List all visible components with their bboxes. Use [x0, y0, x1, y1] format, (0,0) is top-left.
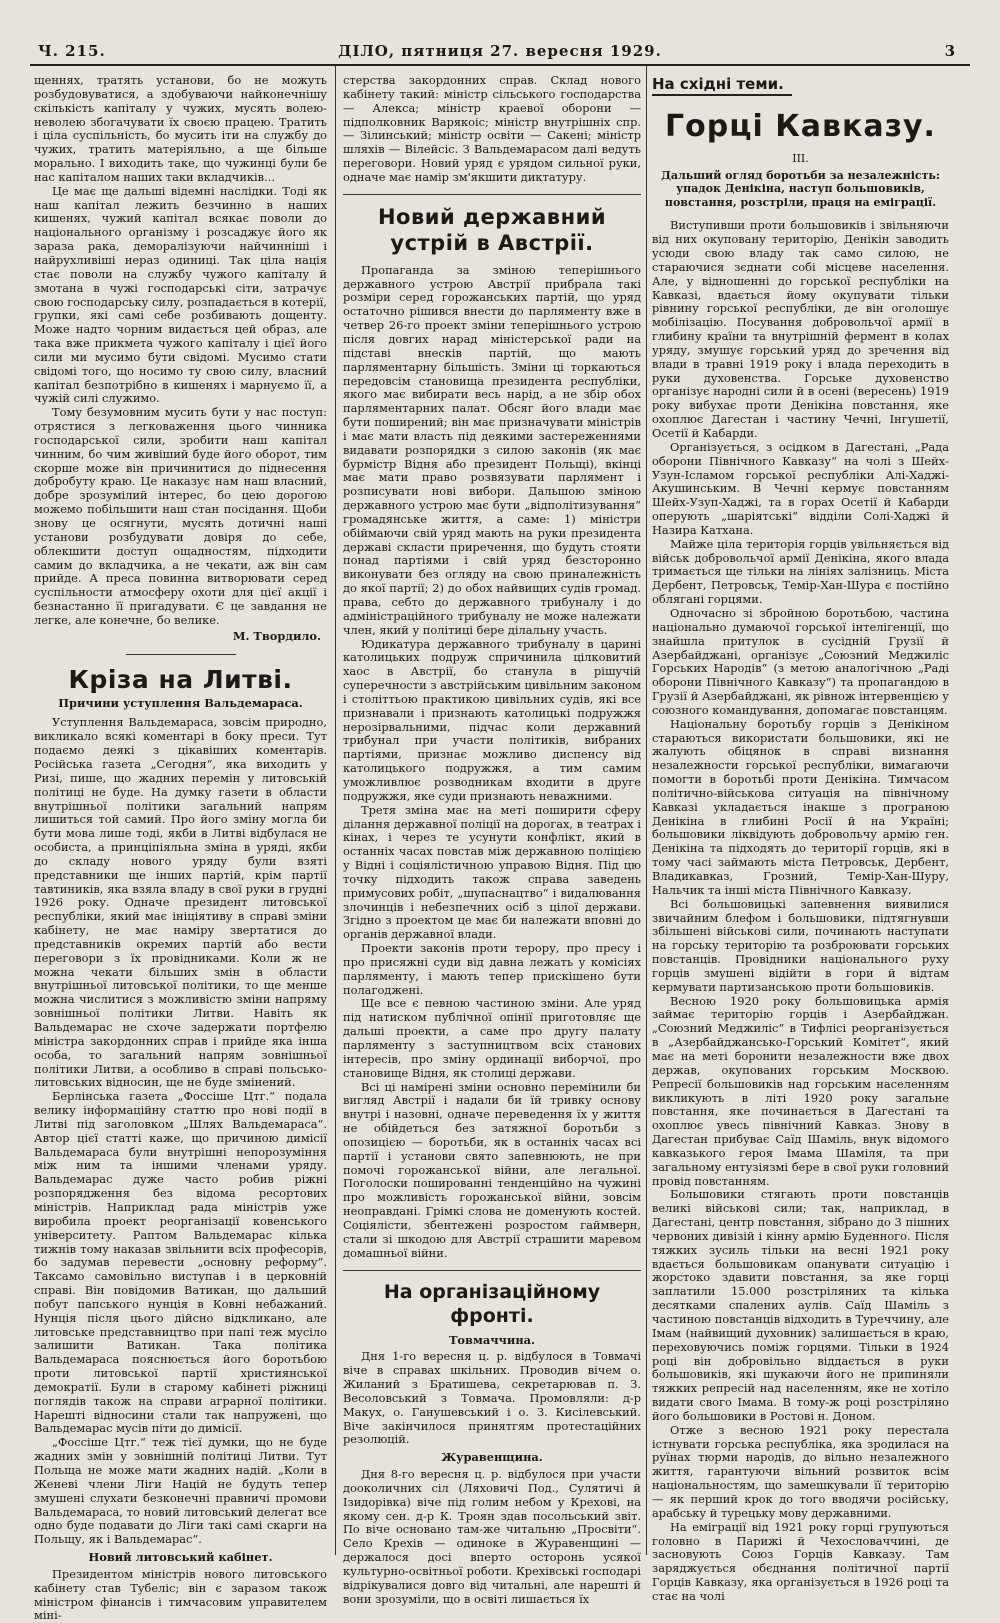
article-paragraph: Пропаганда за зміною теперішнього державного устрою Австрії прибрала такі розміри серед горожанських партій, що уряд остаточно рішився внести до парляменту вже в четвер 26-го проект зміни теперішнього устрою після довгих нарад міністерської ради на підставі внесків партій, що мають парляментарну більшість. Зміни ці торкаються передовсім становища президента республіки, якого має вибирати весь нарід, а не збір обох парляментарних палат. Обсяг його влади має бути поширений; він має призначувати міністрів і має мати власть під деякими застереженнями видавати розпорядки з силою законів (як має бурмістр Відня або президент Польщі), вкінці має мати право розвязувати парлямент і розписувати нові вибори. Дальшою зміною державного устрою має бути „відполітизування“ громадянське життя, а саме: 1) міністри обіймаючи свій уряд мають на руки президента державі скласти приречення, що будуть стояти понад партіями і свій уряд безсторонно виконувати без огляду на свою приналежність до якої партії; 2) до обох найвищих судів громад. права, себто до державного трибуналу і до адміністраційного трибуналу не може належати член, який у політиці бере ділальну участь. [343, 262, 641, 637]
article-paragraph: Всі ці намірені зміни основно перемінили би вигляд Австрії і надали би їй тривку основу внутрі і назовні, одначе переведення їх у життя не обійдеться без затяжної боротьби з опозицією — боротьби, як в останніх часах всі партії і установи свято запевнюють, не при помочі горожанської війни, але легальної. Поголоски пошированні тенденційно на чужині про можливість горожанської війни, зовсім неоправдані. Грімкі слова не доменують костей. Соціялісти, збентежені розростом гаймверн, стали зі шкодою для Австрії страшити маревом домашньої війни. [343, 1079, 641, 1260]
column-divider [335, 66, 336, 1555]
article-paragraph: Це має ще дальші відемні наслідки. Тоді як наш капітал лежить безчинно в наших кишенях, чужий капітал всякає поволи до національного організму і розсаджує його як зараза рака, деморалізуючи найчинніші і найрухливіші нераз одиниці. Так ціла нація стає поволи на службу чужого капіталу й змотана в чужі господарські сіти, затрачує свою господарську силу, розпадається в котерії, групки, які самі себе розбивають дощенту. Може надто чорним видається цей образ, але така вже прикмета чужого капіталу і цієї його сили ми мусимо бути свідомі. Мусимо стати свідомі того, що носимо ту свою силу, власний капітал безпотрібно в кишенях і марнуємо її, а чужій силі служимо. [34, 183, 327, 406]
article-headline: Кріза на Литві. [68, 664, 293, 694]
masthead-date: ДІЛО, пятниця 27. вересня 1929. [338, 42, 662, 60]
section-subheading: Новий литовський кабінет. [88, 1550, 273, 1565]
column-right [652, 74, 949, 1603]
article-paragraph: Організується, з осідком в Дагестані, „Рада оборони Північного Кавказу“ на чолі з Шейх-Узун-Ісламом горської республіки Алі-Хаджі-Акушинським. В Чечні кермує повстанням Шейх-Узуп-Хаджі, та в горах Осетії й Кабарди оперують „шаріятські“ відділи Солі-Хаджі й Назира Катхана. [652, 439, 949, 537]
header-rule [30, 64, 970, 66]
article-paragraph: Одночасно зі збройною боротьбою, частина національно думаючої горської інтелігенції, що знайшла притулок в сусідній Грузії й Азербайджані, організує „Союзний Меджиліс Горських Народів“ (з метою аналогічною „Раді оборони Північного Кавказу“) та пропагандою в Грузії й Азербайджані, як рівнож інтервенцією у союзного командування, допомагає повстанцям. [652, 605, 949, 717]
article-paragraph: Весною 1920 року большовицька армія займає територію горців і Азербайджан. „Союзний Меджиліс“ в Тифлісі реорганізується в „Азербайджансько-Горський Комітет“, який має на меті боронити незалежности вже двох держав, окупованих горським Москвою. Репресії большовиків над горським населенням викликують в літі 1920 року загальне повстання, яке починається в Дагестані та охоплює увесь північний Кавказ. Знову в Дагестан прибуває Саїд Шаміль, внук відомого кавказького героя Імама Шаміля, та при загальному ентузіязмі бере в свої руки головний провід повстанням. [652, 993, 949, 1188]
column-divider [646, 66, 647, 1555]
article-paragraph: Третя зміна має на меті поширити сферу ділання державної поліції на дорогах, в театрах і кінах, і через те усунути конфлікт, який в останніх часах повстав між державною поліцією у Відні і соціялістичною управою Відня. Під цю точку підходить також справа заведень примусових робіт, „шупаснацтво“ і видалювання злочинців і небезпечних осіб з цілої держави. Згідно з проектом це має би належати вповні до органів державної влади. [343, 802, 641, 942]
part-number: III. [792, 152, 809, 165]
article-paragraph: Берлінська газета „Фоссіше Цтг.“ подала велику інформаційну статтю про нові події в Литві під заголовком „Шлях Вальдемараса“. Автор цієї статті каже, що причиною димісії Вальдемараса були внутрішні непорозуміння між ним та іншими членами уряду. Вальдемарас дуже часто робив ріжні розпорядження без відома ресортових міністрів. Наприклад рада міністрів уже виробила проект реорганізації ковенського університету. Раптом Вальдемарас кілька тижнів тому наказав звільнити всіх професорів, бо задумав перевести „основну реформу“. Таксамо самовільно виступав і в церковній справі. Він повідомив Ватикан, що дальший побут папського нунція в Ковні небажаний. Нунція після цього дійсно відкликано, але литовське представництво при папі теж мусіло залишити Ватикан. Така політика Вальдемараса пояснюється його боротьбою проти литовської партії християнської демократії. Були в старому кабінеті ріжниці поглядів також на справи аграрної політики. Нарешті відносини стали так напружені, що Вальдемарас мусів піти до димісії. [34, 1089, 327, 1436]
article-separator [126, 654, 236, 655]
article-paragraph: Большовики стягають проти повстанців великі військові сили; так, наприклад, в Дагестані, центр повстання, зібрано до 3 пішних червоних дивізій і кінну армію Буденного. Після тяжких зусиль тільки на весні 1921 року вдається большовикам опанувати ситуацію і жорстоко здавити повстання, за яке горці заплатили 15.000 розстріляних та кілька десятками спалених аулів. Саїд Шаміль з частиною повстанців відходить в Туреччину, але Імам (найвищий духовник) залишається в краю, переховуючись поміж горцями. Тільки в 1924 році він добровільно віддається в руки большовиків, які шукаючи його не припиняли тяжких репресій над населенням, яке не хотіло видати свого Імама. В тому-ж році розстріляно його большовики в Ростові н. Доном. [652, 1187, 949, 1423]
article-separator [343, 1270, 641, 1271]
article-paragraph: Майже ціла територія горців увільняється від військ добровольчої армії Денікіна, якого влада тримається ще тільки на лініях залізниць. Міста Дербент, Петровськ, Темір-Хан-Шура є постійно облягані горцями. [652, 536, 949, 607]
column-middle [343, 73, 641, 1606]
article-paragraph: „Фоссіше Цтг.“ теж тієї думки, що не буде жадних змін у зовнішній політиці Литви. Тут Польща не може мати жадних надій. „Коли в Женеві члени Ліги Націй не будуть тепер змушені слухати безконечні правничі промови Вальдемараса, то новий литовський делегат все одно буде подавати до Ліги такі самі скарги на Польщу, як і Вальдемарас“. [34, 1435, 327, 1547]
section-subheading: Журавенщина. [441, 1450, 543, 1465]
article-paragraph: Дня 1-го вересня ц. р. відбулося в Товмачі віче в справах шкільних. Проводив вічем о. Жиланий з Братишева, секретарював п. З. Весоловський з Товмача. Промовляли: д-р Макух, о. Ганушевський і о. З. Кисілевський. Віче закінчилося принятгям протестаційних резолюцій. [343, 1349, 641, 1447]
article-separator [343, 194, 641, 195]
article-paragraph: щеннях, тратять установи, бо не можуть розбудовуватися, а здобуваючи найконечнішу скількість капіталу у чужих, мусять волею-неволею збогачувати їх своєю працею. Тратить і ціла суспільність, бо мусить іти на службу до чужих, тратить матеріяльно, а ще більше морально. І виходить таке, що чужинці були бе нас капіталом наших таки вкладчиків... [34, 73, 327, 184]
article-headline: Новий державний устрій в Австрії. [377, 204, 607, 255]
issue-number: Ч. 215. [38, 42, 106, 60]
section-subheading: Товмаччина. [448, 1332, 536, 1347]
article-paragraph: Юдикатура державного трибуналу в царині католицьких подруж спричинила цілковитий хаос в Австрії, бо станула в рішучій суперечности з австрійським цивільним законом і століттьою практикою цивільних судів, які все признавали і признають католицькі подружжя нерозірвальними, підчас коли державний трибунал при участи політиків, вибраних партіями, признає можливо диспенсу від католицького подружжя, а тим самим уможливлює розводникам входити в друге подружжя, яке суди признають неважними. [343, 636, 641, 803]
article-paragraph: Проекти законів проти терору, про пресу і про присяжні суди від давна лежать у комісіях парляменту, і мають тепер прискішено бути полагоджені. [343, 941, 641, 997]
section-kicker: На східні теми. [652, 74, 792, 96]
article-paragraph: Національну боротьбу горців з Денікіном стараються використати большовики, які не жалують обіцянок в справі визнання незалежности горської республіки, вимагаючи помогти в боротьбі проти Денікіна. Тимчасом політично-військова ситуація на північному Кавказі укладається інакше з програною Денікіна в глибині Росії й на Україні; большовики ліквідують добровольчу армію ген. Денікіна та підходять до території горців, які в тому часі займають міста Петровськ, Дербент, Владикавказ, Грозний, Темір-Хан-Шуру, Нальчик та інші міста Північного Кавказу. [652, 716, 949, 897]
article-paragraph: Отже з весною 1921 року перестала істнувати горська республіка, яка зродилася на руїнах тюрми народів, до вільно незалежного життя, гарантуючи вільний розвиток всім національностям, що замешкували її територію — як перший крок до того вводячи російську, арабську й турецьку мову державними. [652, 1422, 949, 1520]
article-lead: Дальший огляд боротьби за незалежність: упадок Денікіна, наступ большовиків, повстання, розстріли, праця на еміграції. [661, 168, 940, 209]
article-paragraph: стерства закордонних справ. Склад нового кабінету такий: міністр сільського господарства — Алекса; міністр краевої оборони — підполковник Варякоіс; міністр внутрішніх спр. — Зілинський; міністр освіти — Сакені; міністр шляхів — Вілейсіс. З Вальдемарасом далі ведуть переговори. Новий уряд є урядом сильної руки, одначе має намір зм'якшити диктатуру. [343, 73, 641, 184]
page-number: 3 [944, 42, 956, 60]
running-head [30, 40, 970, 64]
article-paragraph: Всі большовицькі запевнення виявилися звичайним блефом і большовики, підтягнувши збільшені військові сили, починають наступати на горську територію та розброювати горських повстанців. Провідники національного руху горців змушені відійти в гори й відтам кермувати партизанською проти большовиків. [652, 896, 949, 994]
author-signature: М. Твордило. [232, 628, 321, 643]
article-paragraph: Уступлення Вальдемараса, зовсім природно, викликало всякі коментарі в боку преси. Тут подаємо деякі з цікавіших коментарів. Російська газета „Сегодня“, яка виходить у Ризі, пише, що жадних перемін у литовській політиці не буде. На думку газети в области внутрішньої політики загальний напрям лишиться той самий. Про його зміну могла би бути мова лише тоді, якби в Литві відбулася не особиста, а принціпіяльна зміна в уряді, якби до складу нового уряду були взяті представники ще інших партій, крім партії тавтиників, яка взяла владу в свої руки в грудні 1926 року. Одначе президент литовської республіки, який має ініціятиву в справі зміни кабінету, не має наміру звертатися до представників окремих партій або вести переговори з їх провідниками. Коли ж не можна чекати більших змін в области внутрішньої литовської політики, то ще менше можна числитися з можливістю зміни напряму зовнішньої політики Литви. Навіть як Вальдемарас не схоче задержати портфелю міністра закордонних справ і прийде яка інша особа, то загальний напрям зовнішньої політики Литви, а особливо в справі польсько-литовських відносин, ще не буде змінений. [34, 715, 327, 1090]
article-subheadline: Причини уступлення Вальдемараса. [58, 695, 303, 710]
article-paragraph: Ще все є певною частиною зміни. Але уряд під натиском публічної опінії приготовляє ще дальші проекти, а саме про другу палату парляменту з заступництвом всіх станових інтересів, про зміну ординації виборчої, про становище Відня, як столиці держави. [343, 996, 641, 1080]
article-paragraph: Президентом міністрів нового литовського кабінету став Тубеліс; він є заразом також міністром фінансів і тимчасовим управителем міні- [34, 1566, 327, 1623]
article-headline: Горці Кавказу. [665, 109, 936, 144]
article-paragraph: Виступивши проти большовиків і звільняючи від них окуповану територію, Денікін заводить усюди свою владу так само силою, не стараючися зєднати собі місцеве населення. Але, у відношенні до горської республіки на Кавказі, вдається йому окупувати тільки рівнину горської республіки, де він оголошує мобілізацію. Посування добровольчої армії в глибину країни та внутрішній фермент в колах уряду, змушує горський уряд до зречення від влади в травні 1919 року і влада переходить в руки духовенства. Горське духовенство організує народні сили й в осені (вересень) 1919 року вибухає проти Денікіна повстання, яке охоплює Дагестан і частину Чечні, Інгушетії, Осетії й Кабарди. [652, 218, 949, 440]
article-paragraph: Тому безумовним мусить бути у нас поступ: отрястися з легковаження цього чинника господарської сили, зробити наш капітал чинним, бо чим живіший буде його оборот, тим скорше може він причинитися до піднесення добробуту краю. Це наказує нам наш власний, добре зрозумілий інтерес, бо цею дорогою можемо побільшити наш стан посідання. Щоби знову це осягнути, мусять дотичні наші установи розбудувати довіря до себе, облекшити доступ ощадностям, підходити самим до вкладчика, а не чекати, аж він сам прийде. А преса повинна витворювати серед суспільности атмосферу охоти для цієї акції і безнастанно її пригадувати. Є це завдання не легке, але конечне, бо велике. [34, 405, 327, 627]
article-paragraph: Дня 8-го вересня ц. р. відбулося при участи дооколичних сіл (Ляховичі Под., Сулятичі й Ізидорівка) віче під голим небом у Крехові, на якому сен. д-р К. Троян здав посольський звіт. По віче основано там-же читальню „Просвіти“. Село Крехів — одиноке в Журавенщині — держалося досі вперто осторонь усякої культурно-освітньої роботи. Крехівські господарі відрікувалися довго від читальні, але нарешті й вони зрозуміли, що в освіті лишається їх [343, 1467, 641, 1606]
column-left [34, 73, 327, 1623]
article-paragraph: На еміграції від 1921 року горці групуються головно в Парижі й Чехословаччині, де засновують Союз Горців Кавказу. Там заряджується обєднання політичної партії Горців Кавказу, яка організується в 1926 році та стає на чолі [652, 1519, 949, 1603]
article-headline: На організаційному фронті. [383, 1280, 601, 1327]
